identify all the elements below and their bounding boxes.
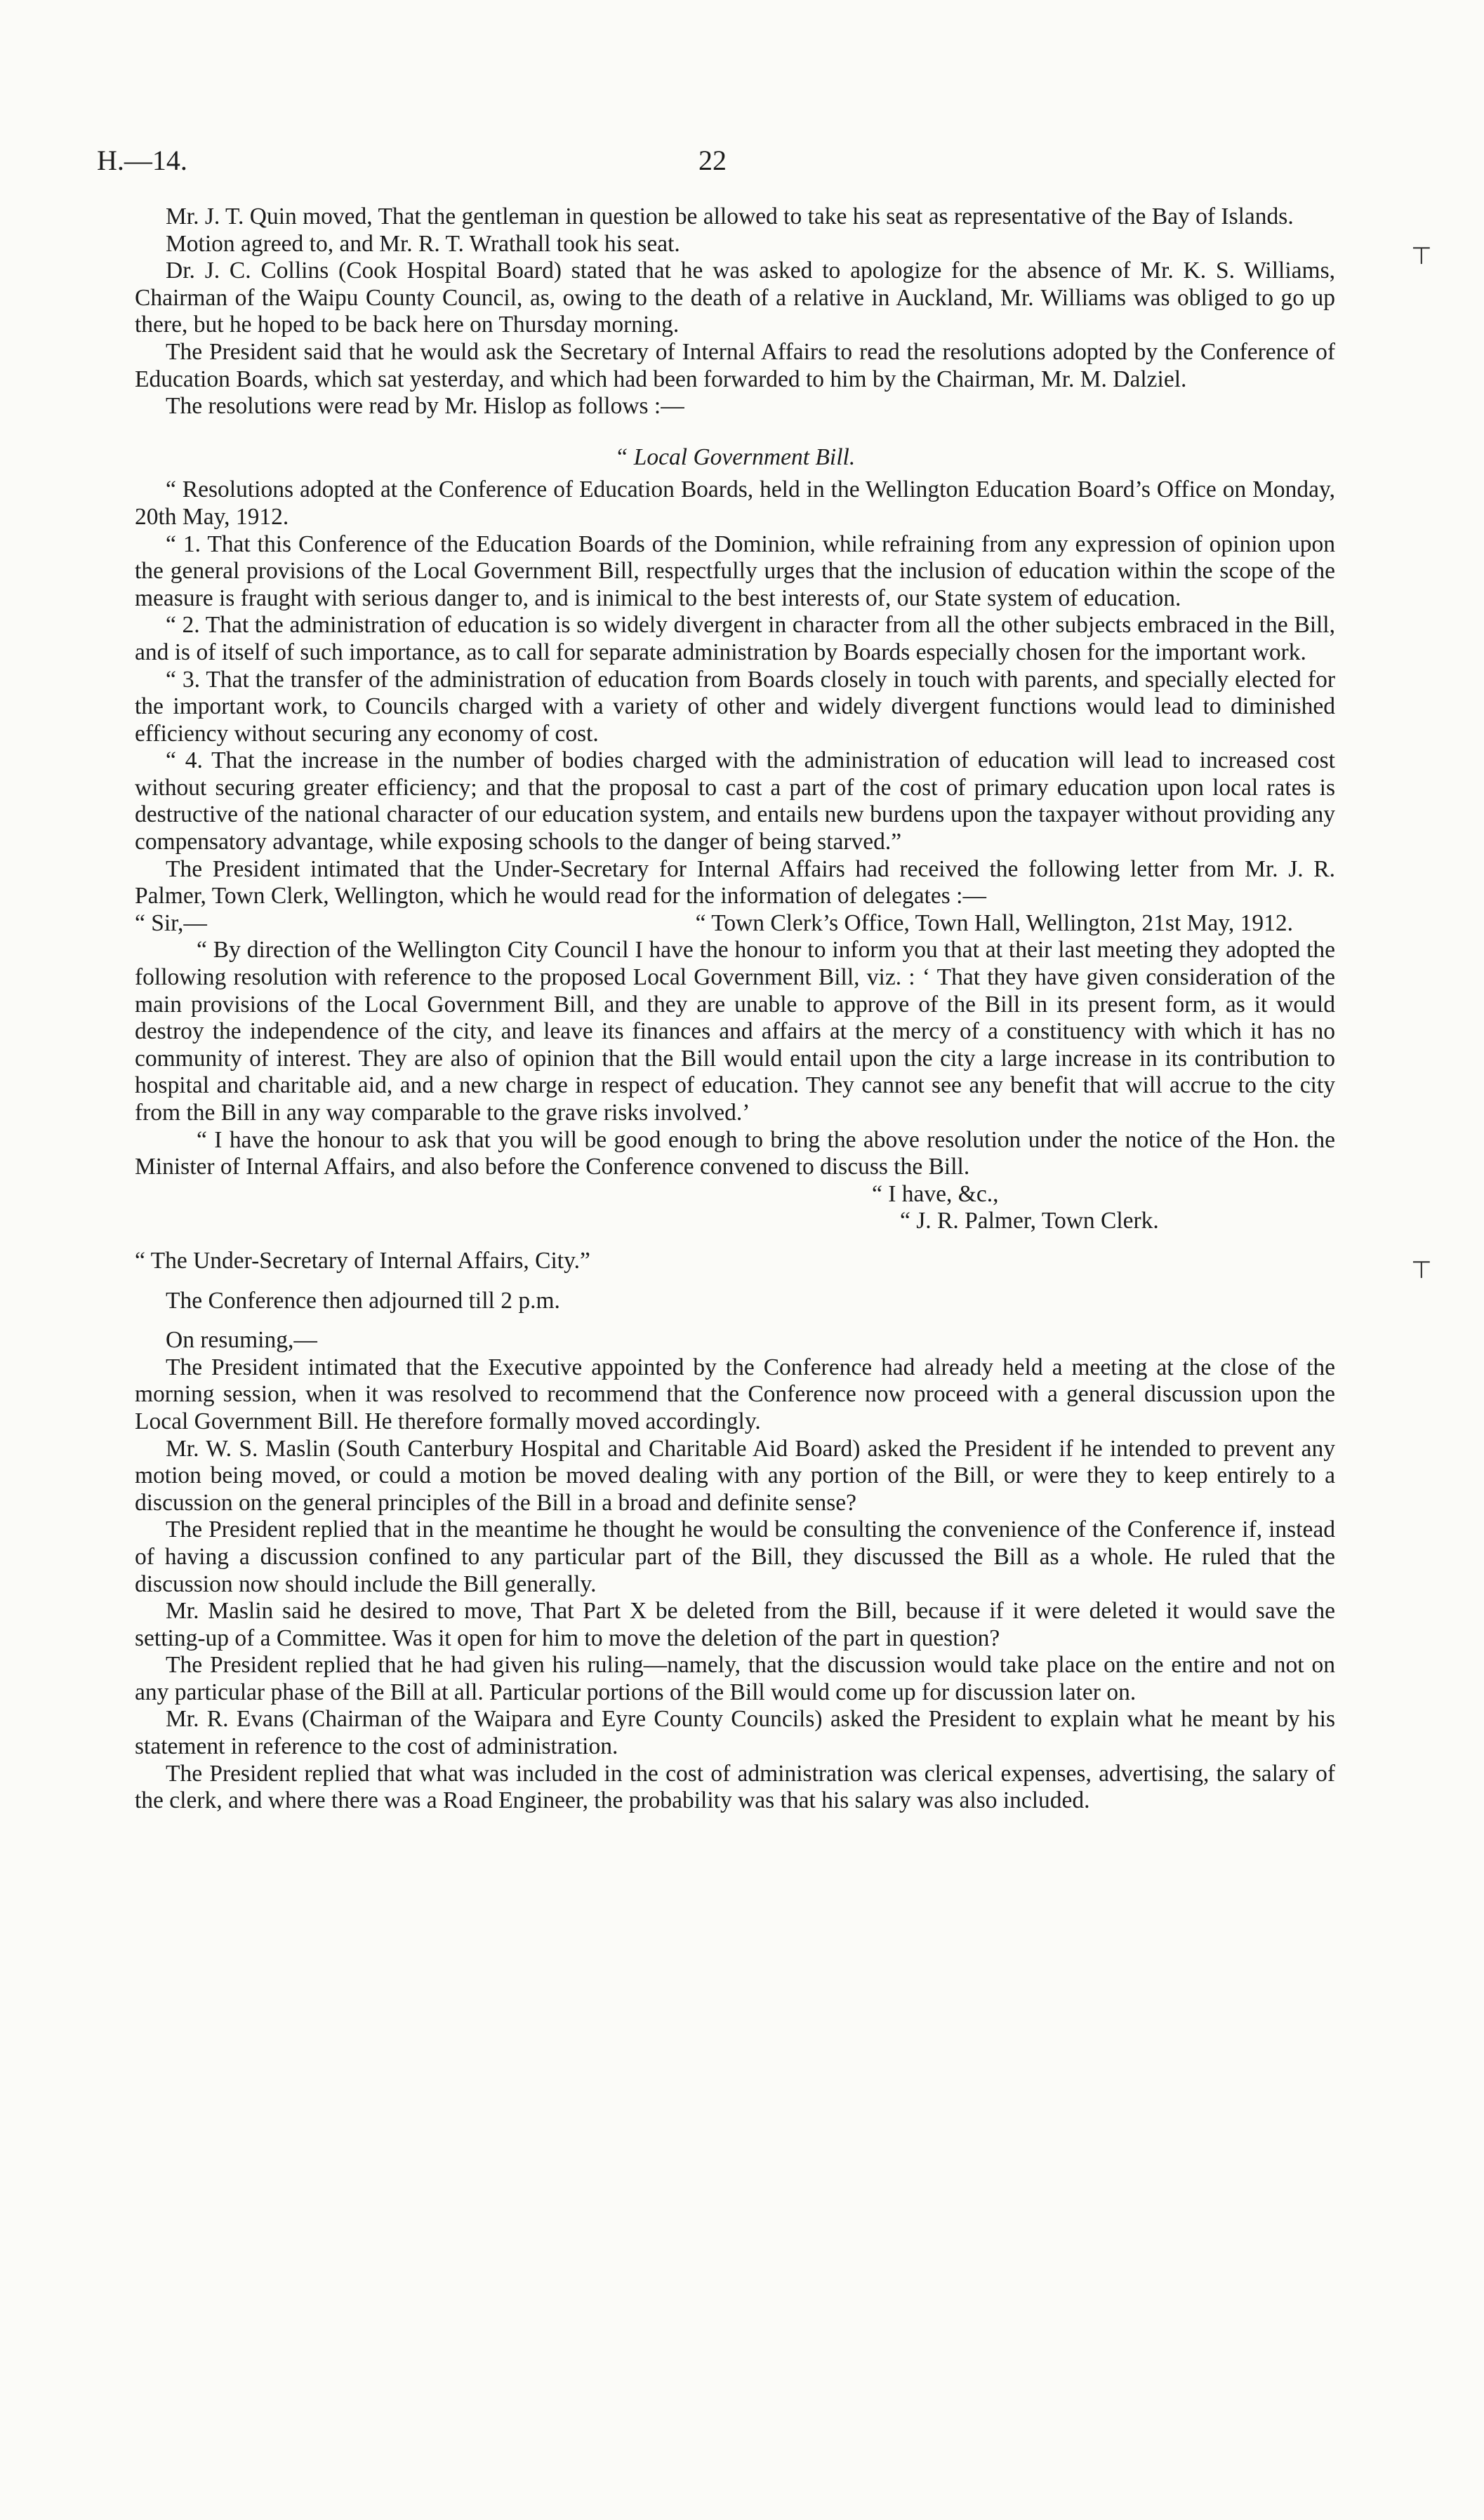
letter-heading xyxy=(135,910,1335,938)
paragraph: Motion agreed to, and Mr. R. T. Wrathall took his seat. xyxy=(166,230,680,257)
page-number: 22 xyxy=(698,145,727,176)
paragraph: On resuming,— xyxy=(166,1327,317,1354)
letter-body: “ By direction of the Wellington City Council I have the honour to inform you that at their last meeting they adopted the following resolution with reference to the proposed Local Government Bill, viz. : ‘ That they have given consideration of the main provisions of the Local Government Bill, and they are unable to approve of the Bill in its present form, as it would destroy the independence of the city, and leave its finances and affairs at the mercy of a constituency with which it has no community of interest. They are also of opinion that the Bill would entail upon the city a large increase in its contribution to hospital and charitable aid, and a new charge in respect of education. They cannot see any benefit that will accrue to the city from the Bill in any way comparable to the grave risks involved.’ xyxy=(135,937,1335,1126)
paragraph: The President replied that he had given his ruling—namely, that the discussion would take place on the entire and not on any particular phase of the Bill at all. Particular portions of the Bill would come up for discussion later on. xyxy=(135,1652,1335,1705)
paragraph: Dr. J. C. Collins (Cook Hospital Board) stated that he was asked to apologize for the absence of Mr. K. S. Williams, Chairman of the Waipu County Council, as, owing to the death of a relative in Auckland, Mr. Williams was obliged to go up there, but he hoped to be back here on Thursday morning. xyxy=(135,258,1335,338)
paragraph: The President replied that in the meantime he thought he would be consulting the convenience of the Conference if, instead of having a discussion confined to any particular part of the Bill, they discussed the Bill as a whole. He ruled that the discussion now should include the Bill generally. xyxy=(135,1516,1335,1597)
paragraph: Mr. J. T. Quin moved, That the gentleman in question be allowed to take his seat as representative of the Bay of Islands. xyxy=(166,204,1294,229)
letter-signature: “ J. R. Palmer, Town Clerk. xyxy=(900,1208,1159,1234)
letter-address: “ Town Clerk’s Office, Town Hall, Wellington, 21st May, 1912. xyxy=(695,909,1293,936)
margin-mark-icon: ⊤ xyxy=(1411,1256,1432,1284)
paragraph: Mr. R. Evans (Chairman of the Waipara and Eyre County Councils) asked the President to explain what he meant by his statement in reference to the cost of administration. xyxy=(135,1706,1335,1760)
report-reference: H.—14. xyxy=(97,145,187,176)
resolution-item: “ 4. That the increase in the number of bodies charged with the administration of education will lead to increased cost without securing greater efficiency; and that the proposal to cast a part of the cost of primary education upon local rates is destructive of the national character of our education system, and entails new burdens upon the taxpayer without providing any compensatory advantage, while exposing schools to the danger of being starved.” xyxy=(135,747,1335,855)
letter-closing: “ I have, &c., xyxy=(872,1180,999,1207)
paragraph: The Conference then adjourned till 2 p.m. xyxy=(166,1287,560,1314)
body-text xyxy=(135,204,1335,1815)
paragraph: The resolutions were read by Mr. Hislop as follows :— xyxy=(166,393,684,420)
letter-body: “ I have the honour to ask that you will be good enough to bring the above resolution under the notice of the Hon. the Minister of Internal Affairs, and also before the Conference convened to discuss the Bill. xyxy=(135,1126,1335,1180)
paragraph: The President replied that what was included in the cost of administration was clerical expenses, advertising, the salary of the clerk, and where there was a Road Engineer, the probability was that his salary was also included. xyxy=(135,1760,1335,1814)
paragraph: The President said that he would ask the Secretary of Internal Affairs to read the resolutions adopted by the Conference of Education Boards, which sat yesterday, and which had been forwarded to him by the Chairman, Mr. M. Dalziel. xyxy=(135,338,1335,392)
resolution-item: “ 2. That the administration of education is so widely divergent in character from all the other subjects embraced in the Bill, and is of itself of such importance, as to call for separate administration by Boards especially chosen for the important work. xyxy=(135,612,1335,665)
paragraph: The President intimated that the Executive appointed by the Conference had already held a meeting at the close of the morning session, when it was resolved to recommend that the Conference now proceed with a general discussion upon the Local Government Bill. He therefore formally moved accordingly. xyxy=(135,1354,1335,1434)
section-title: “ Local Government Bill. xyxy=(614,444,856,470)
letter-addressee: “ The Under-Secretary of Internal Affairs, City.” xyxy=(135,1247,590,1274)
paragraph: The President intimated that the Under-Secretary for Internal Affairs had received the following letter from Mr. J. R. Palmer, Town Clerk, Wellington, which he would read for the information of delegates :— xyxy=(135,855,1335,909)
paragraph: Mr. W. S. Maslin (South Canterbury Hospital and Charitable Aid Board) asked the President if he intended to prevent any motion being moved, or could a motion be moved dealing with any portion of the Bill, or were they to keep entirely to a discussion on the general principles of the Bill in a broad and definite sense? xyxy=(135,1435,1335,1516)
margin-mark-icon: ⊤ xyxy=(1411,242,1432,270)
letter-salutation: “ Sir,— xyxy=(135,909,207,936)
resolution-intro: “ Resolutions adopted at the Conference of Education Boards, held in the Wellington Education Board’s Office on Monday, 20th May, 1912. xyxy=(135,476,1335,530)
resolution-item: “ 3. That the transfer of the administration of education from Boards closely in touch with parents, and specially elected for the important work, to Councils charged with a variety of other and widely divergent functions would lead to diminished efficiency without securing any economy of cost. xyxy=(135,666,1335,747)
resolution-item: “ 1. That this Conference of the Education Boards of the Dominion, while refraining from any expression of opinion upon the general provisions of the Local Government Bill, respectfully urges that the inclusion of education within the scope of the measure is fraught with serious danger to, and is inimical to the best interests of, our State system of education. xyxy=(135,531,1335,611)
paragraph: Mr. Maslin said he desired to move, That Part X be deleted from the Bill, because if it were deleted it would save the setting-up of a Committee. Was it open for him to move the deletion of the part in question? xyxy=(135,1598,1335,1651)
